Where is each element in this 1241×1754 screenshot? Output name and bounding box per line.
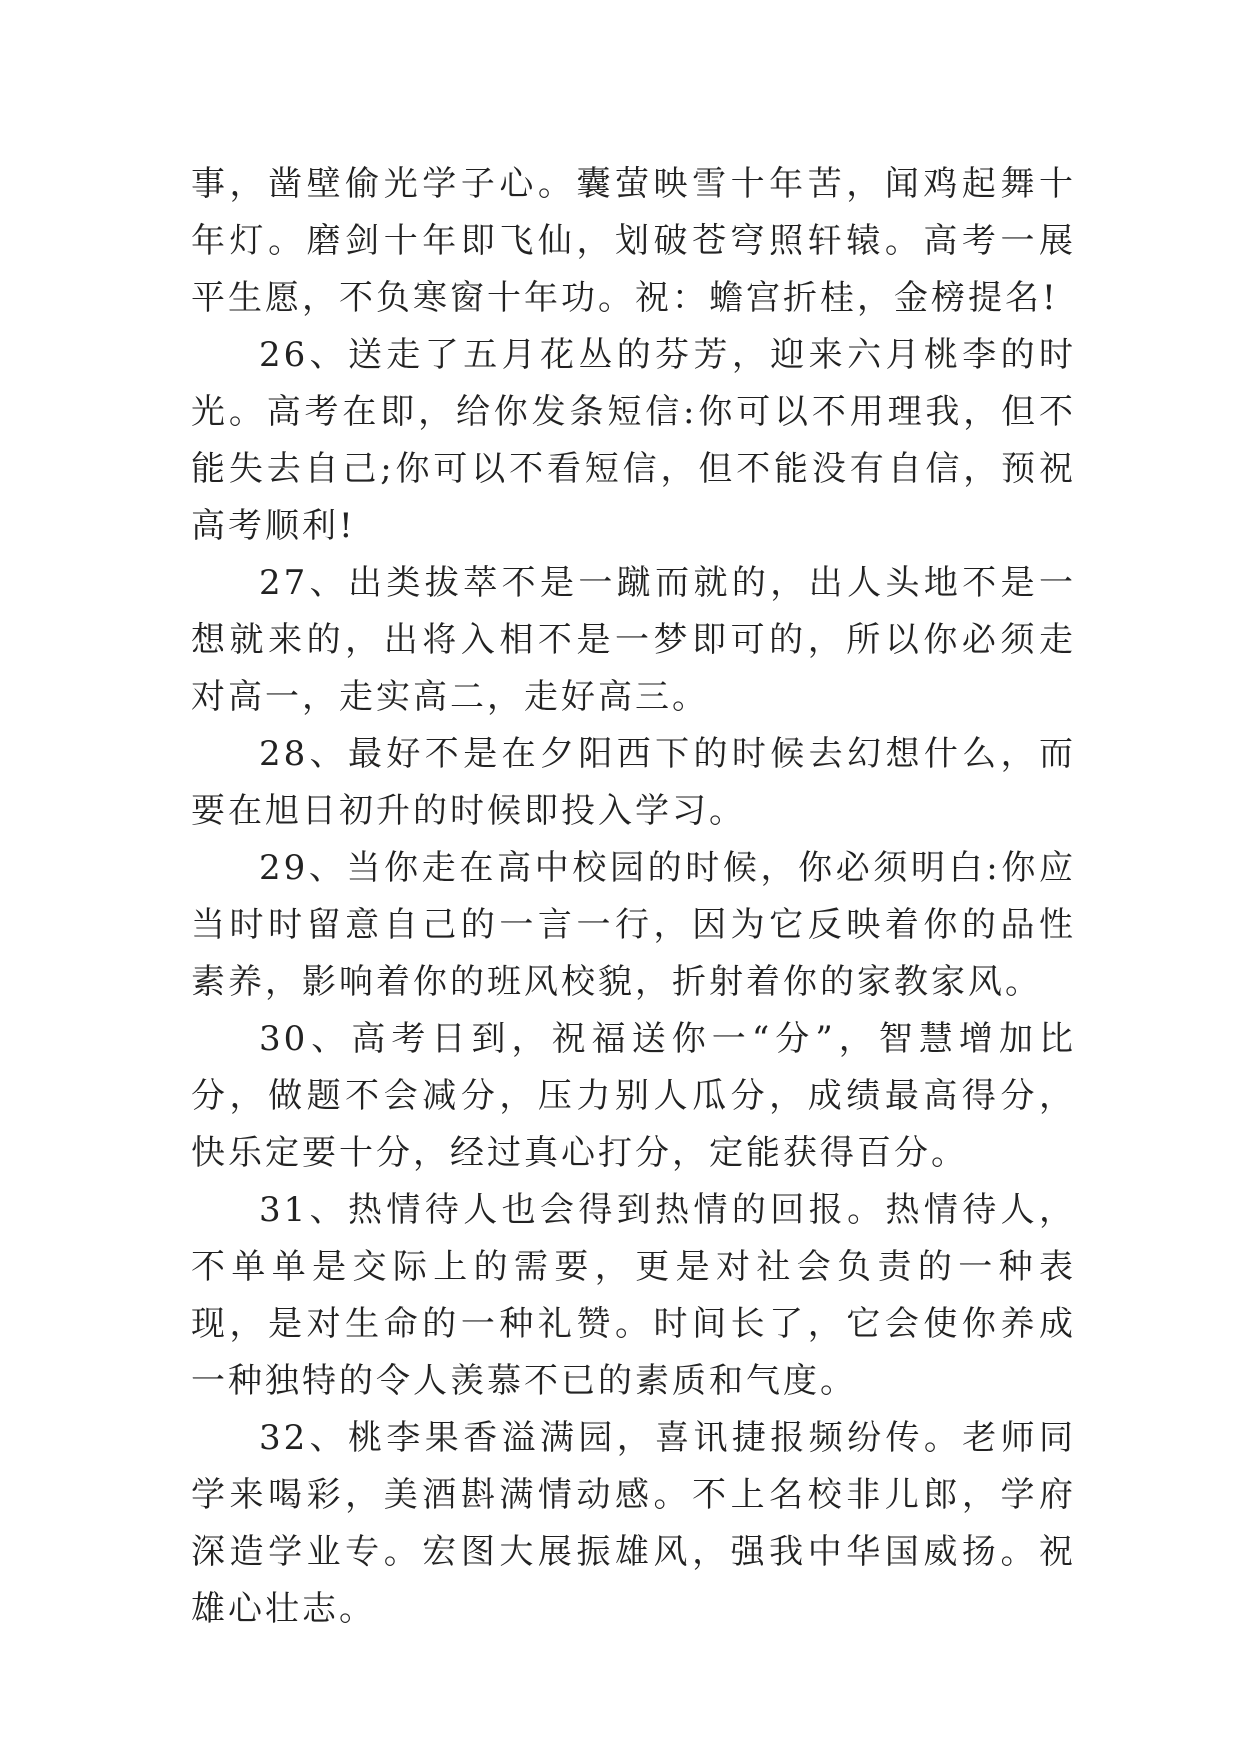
paragraph-item-26: 26、送走了五月花丛的芬芳，迎来六月桃李的时光。高考在即，给你发条短信:你可以不用理我，但不能失去自己;你可以不看短信，但不能没有自信，预祝高考顺利!: [191, 335, 1076, 546]
paragraph-item-27: 27、出类拔萃不是一蹴而就的，出人头地不是一想就来的，出将入相不是一梦即可的，所以你必须走对高一，走实高二，走好高三。: [191, 563, 1076, 717]
document-body: [191, 156, 1076, 1638]
paragraph-continuation: 事，凿壁偷光学子心。囊萤映雪十年苦，闻鸡起舞十年灯。磨剑十年即飞仙，划破苍穹照轩辕。高考一展平生愿，不负寒窗十年功。祝：蟾宫折桂，金榜提名!: [191, 164, 1076, 318]
paragraph-item-29: 29、当你走在高中校园的时候，你必须明白:你应当时时留意自己的一言一行，因为它反映着你的品性素养，影响着你的班风校貌，折射着你的家教家风。: [191, 848, 1076, 1002]
paragraph-item-31: 31、热情待人也会得到热情的回报。热情待人，不单单是交际上的需要，更是对社会负责的一种表现，是对生命的一种礼赞。时间长了，它会使你养成一种独特的令人羡慕不已的素质和气度。: [191, 1190, 1076, 1401]
paragraph-item-32: 32、桃李果香溢满园，喜讯捷报频纷传。老师同学来喝彩，美酒斟满情动感。不上名校非儿郎，学府深造学业专。宏图大展振雄风，强我中华国威扬。祝雄心壮志。: [191, 1418, 1076, 1629]
paragraph-item-30: 30、高考日到，祝福送你一“分”，智慧增加比分，做题不会减分，压力别人瓜分，成绩最高得分，快乐定要十分，经过真心打分，定能获得百分。: [191, 1019, 1076, 1173]
paragraph-item-28: 28、最好不是在夕阳西下的时候去幻想什么，而要在旭日初升的时候即投入学习。: [191, 734, 1076, 831]
